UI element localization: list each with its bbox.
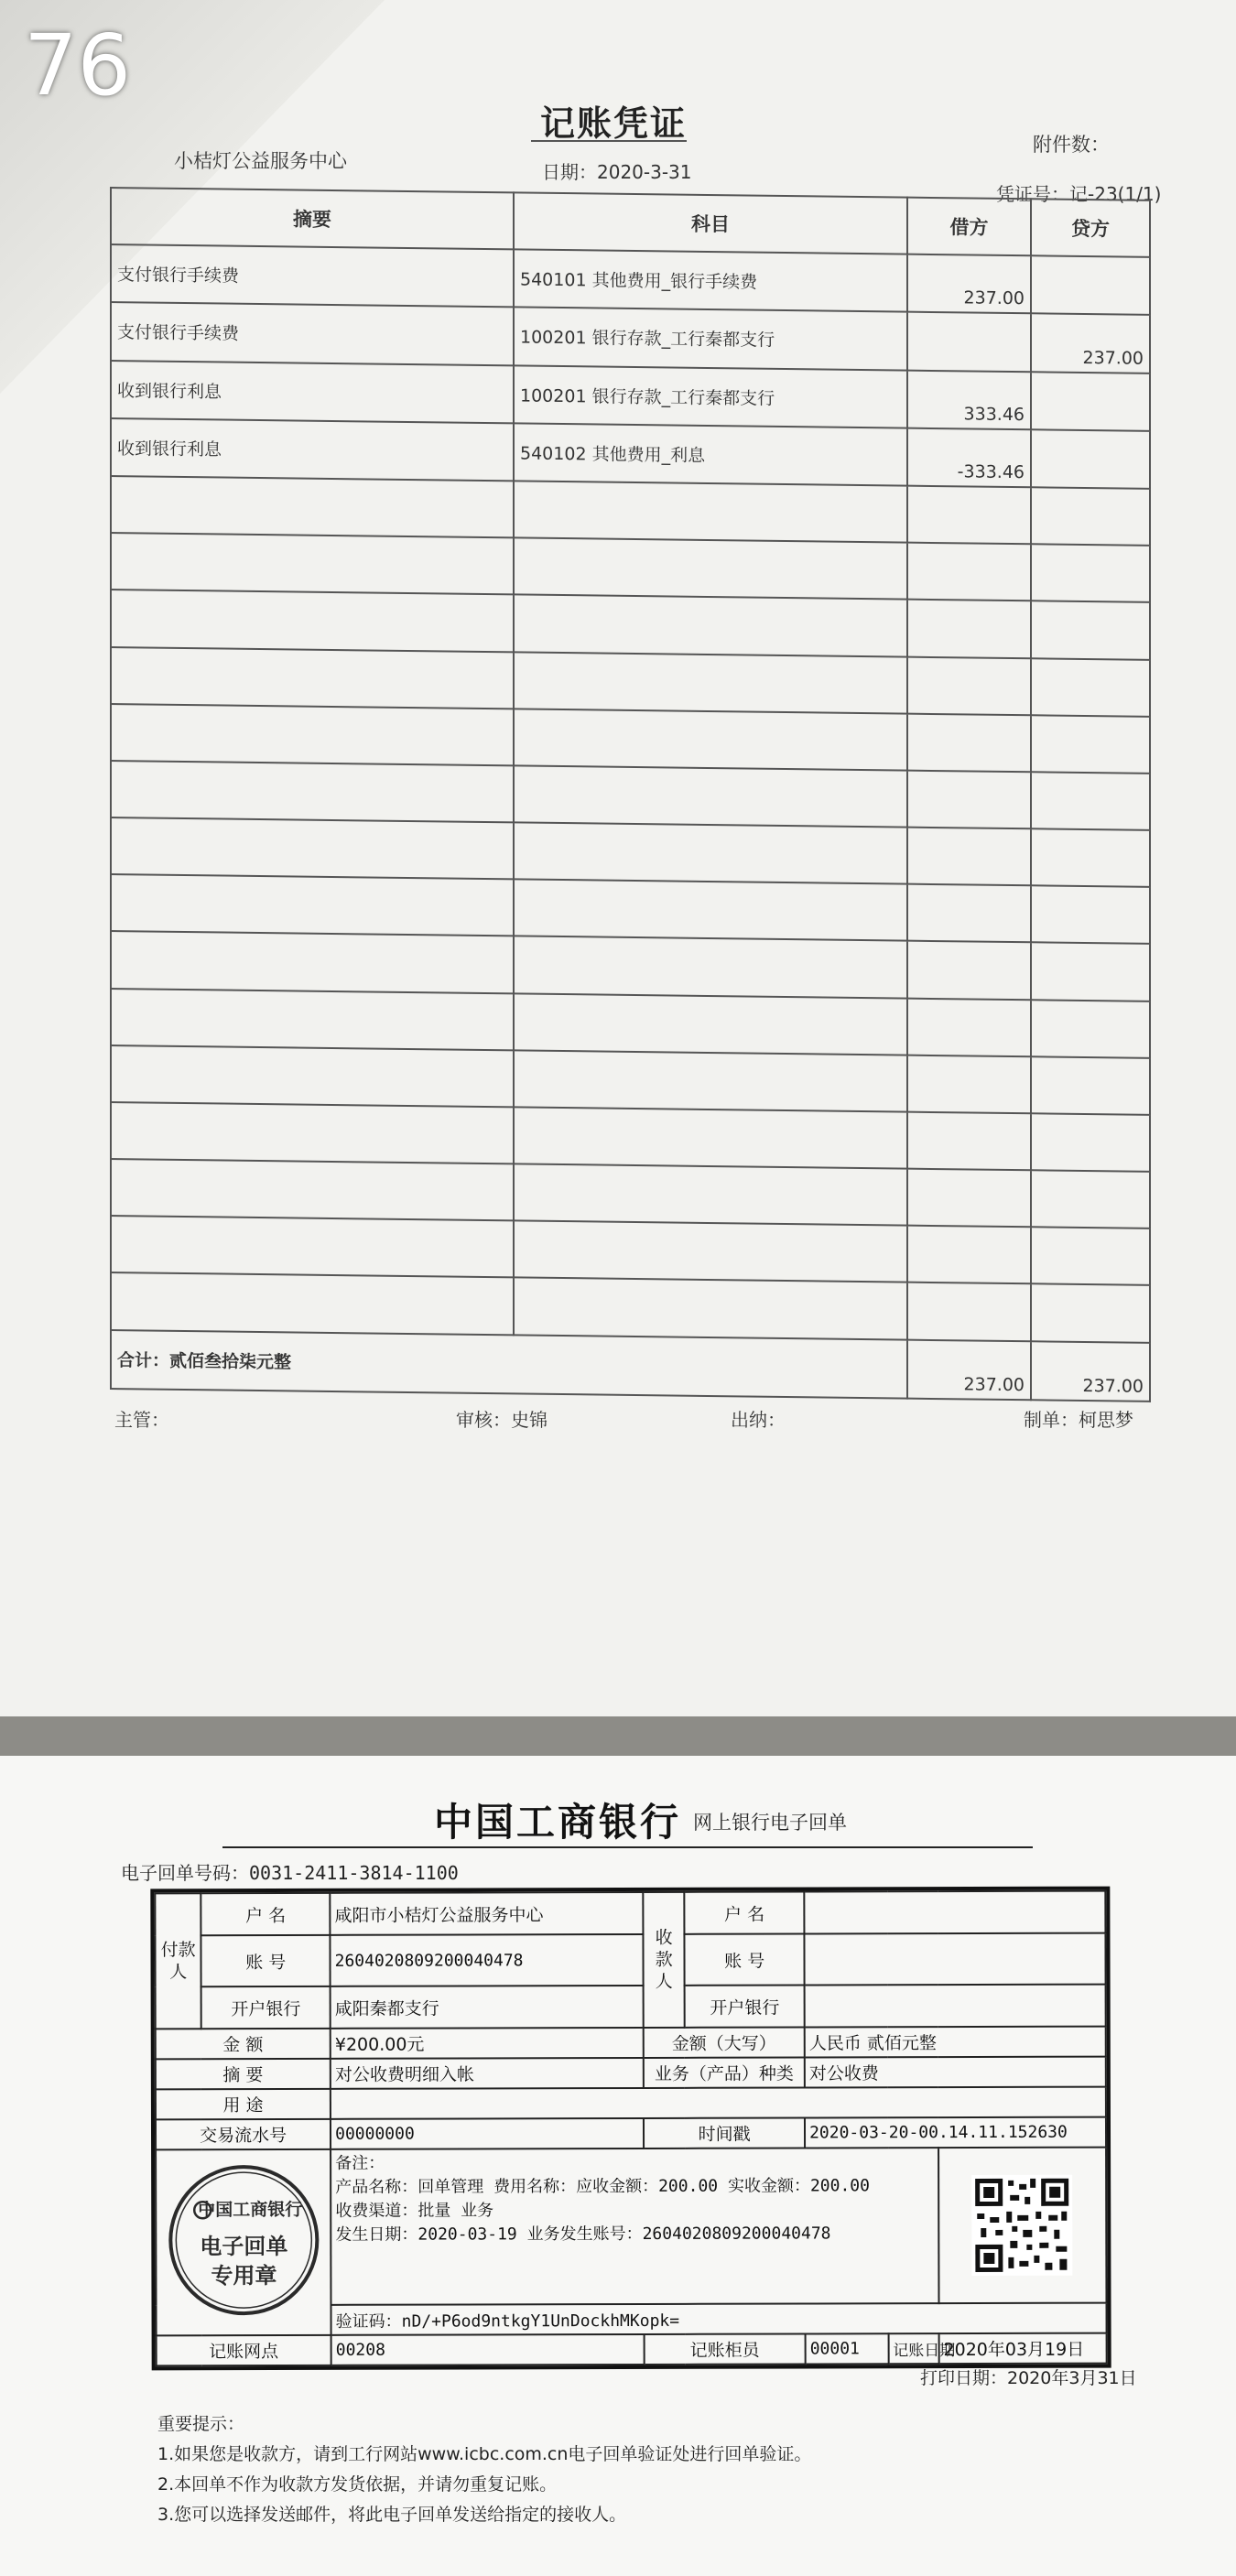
serial-value: 00000000 [331, 2118, 644, 2149]
remark-line: 备注： [335, 2153, 385, 2173]
verify-code: 验证码：nD/+P6od9ntkgY1UnDockhMKopk= [331, 2303, 1107, 2335]
summary-label: 摘 要 [156, 2059, 331, 2090]
voucher-number: 凭证号：记-23(1/1) [996, 183, 1162, 205]
row-summary: 收到银行利息 [111, 418, 514, 482]
row-debit: 333.46 [907, 370, 1031, 429]
seal-bank-text: 中国工商银行 [197, 2199, 302, 2221]
header-credit: 贷方 [1031, 199, 1150, 257]
row-debit [907, 312, 1031, 372]
timestamp-value: 2020-03-20-00.14.11.152630 [805, 2117, 1106, 2148]
summary-value: 对公收费明细入帐 [331, 2058, 644, 2089]
header-summary: 摘要 [111, 188, 514, 250]
row-summary: 支付银行手续费 [111, 302, 514, 365]
biz-type-label: 业务（产品）种类 [644, 2058, 805, 2088]
reviewer-label: 审核：史锦 [456, 1409, 548, 1431]
row-debit: 237.00 [907, 254, 1031, 314]
row-credit: 237.00 [1031, 314, 1150, 373]
payee-label: 收款人 [643, 1892, 685, 2028]
branch-label: 记账网点 [157, 2335, 331, 2366]
payer-label: 付款人 [155, 1893, 201, 2029]
voucher-total-row [111, 1330, 1150, 1402]
book-date-label: 记账日期 [888, 2333, 938, 2364]
voucher-table [110, 187, 1149, 1402]
remark-line: 产品名称：回单管理 费用名称：应收金额：200.00 实收金额：200.00 [335, 2176, 870, 2197]
amount-upper-label: 金额（大写） [644, 2028, 805, 2058]
voucher-attachments: 附件数： [1033, 134, 1110, 156]
row-account: 540101 其他费用_银行手续费 [514, 250, 907, 312]
timestamp-label: 时间戳 [644, 2118, 805, 2148]
payer-account: 2604020809200040478 [331, 1934, 644, 1986]
row-summary: 支付银行手续费 [111, 244, 514, 308]
header-debit: 借方 [907, 198, 1031, 256]
preparer-label: 制单：柯思梦 [1024, 1409, 1133, 1431]
title-underline [531, 140, 687, 142]
row-summary: 收到银行利息 [111, 361, 514, 424]
notice-block [157, 2409, 811, 2530]
payer-name-label: 户 名 [201, 1893, 331, 1935]
receipt-subtitle: 网上银行电子回单 [693, 1812, 847, 1834]
remark-block [331, 2148, 938, 2305]
amount-value: ¥200.00元 [331, 2028, 644, 2059]
voucher-title: 记账凭证 [540, 103, 688, 144]
photo-number: 76 [24, 16, 132, 114]
payee-bank-label: 开户银行 [685, 1986, 805, 2028]
seal-line2: 专用章 [210, 2263, 276, 2289]
title-rule [222, 1846, 1033, 1848]
serial-label: 交易流水号 [156, 2119, 331, 2150]
purpose-value [331, 2087, 1106, 2119]
biz-type-value: 对公收费 [805, 2057, 1106, 2088]
receipt-number [121, 1858, 459, 1885]
voucher-date: 日期：2020-3-31 [542, 161, 692, 183]
payer-account-label: 账 号 [201, 1935, 331, 1986]
payee-name-label: 户 名 [685, 1892, 805, 1934]
receipt-table [150, 1887, 1111, 2371]
electronic-receipt-seal [166, 2162, 321, 2318]
total-debit: 237.00 [907, 1339, 1031, 1400]
payer-name: 咸阳市小桔灯公益服务中心 [330, 1892, 643, 1935]
cashier-label: 出纳： [731, 1409, 786, 1431]
notice-title: 重要提示： [157, 2414, 245, 2434]
receipt-number-value: 0031-2411-3814-1100 [249, 1862, 459, 1884]
header-account: 科目 [514, 192, 907, 254]
total-credit: 237.00 [1031, 1341, 1150, 1402]
remark-line: 发生日期：2020-03-19 业务发生账号：2604020809200040478 [335, 2224, 831, 2245]
row-credit [1031, 255, 1150, 315]
notice-line: 2.本回单不作为收款方发货依据，并请勿重复记账。 [157, 2474, 558, 2495]
remark-line: 收费渠道：批量 业务 [335, 2201, 494, 2221]
row-credit [1031, 372, 1150, 431]
qr-code-icon [972, 2175, 1073, 2276]
row-account: 100201 银行存款_工行秦都支行 [514, 308, 907, 370]
payee-name [804, 1891, 1105, 1934]
payer-bank: 咸阳秦都支行 [331, 1986, 644, 2029]
receipt-number-label: 电子回单号码： [121, 1862, 249, 1884]
book-date-value: 2020年03月19日 [938, 2333, 1106, 2364]
row-debit: -333.46 [907, 428, 1031, 487]
payee-account [804, 1933, 1105, 1986]
notice-line: 3.您可以选择发送邮件，将此电子回单发送给指定的接收人。 [157, 2505, 627, 2525]
row-credit [1031, 429, 1150, 489]
voucher-company: 小桔灯公益服务中心 [174, 150, 347, 172]
amount-upper-value: 人民币 贰佰元整 [805, 2027, 1106, 2058]
payer-bank-label: 开户银行 [201, 1986, 331, 2029]
purpose-label: 用 途 [156, 2089, 331, 2120]
branch-value: 00208 [331, 2334, 645, 2365]
teller-label: 记账柜员 [645, 2334, 806, 2365]
payee-bank [805, 1985, 1106, 2028]
total-label: 合计：贰佰叁拾柒元整 [111, 1330, 907, 1399]
amount-label: 金 额 [156, 2029, 331, 2060]
bank-name: 中国工商银行 [434, 1800, 682, 1845]
seal-line1: 电子回单 [199, 2233, 287, 2260]
supervisor-label: 主管： [114, 1409, 169, 1431]
payee-account-label: 账 号 [685, 1934, 805, 1986]
qr-cell [938, 2148, 1107, 2303]
row-account: 100201 银行存款_工行秦都支行 [514, 365, 907, 428]
print-date: 打印日期：2020年3月31日 [920, 2368, 1137, 2388]
teller-value: 00001 [806, 2333, 889, 2364]
seal-cell [156, 2149, 331, 2335]
notice-line: 1.如果您是收款方，请到工行网站www.icbc.com.cn电子回单验证处进行回单验证。 [157, 2444, 812, 2464]
row-account: 540102 其他费用_利息 [514, 423, 907, 485]
